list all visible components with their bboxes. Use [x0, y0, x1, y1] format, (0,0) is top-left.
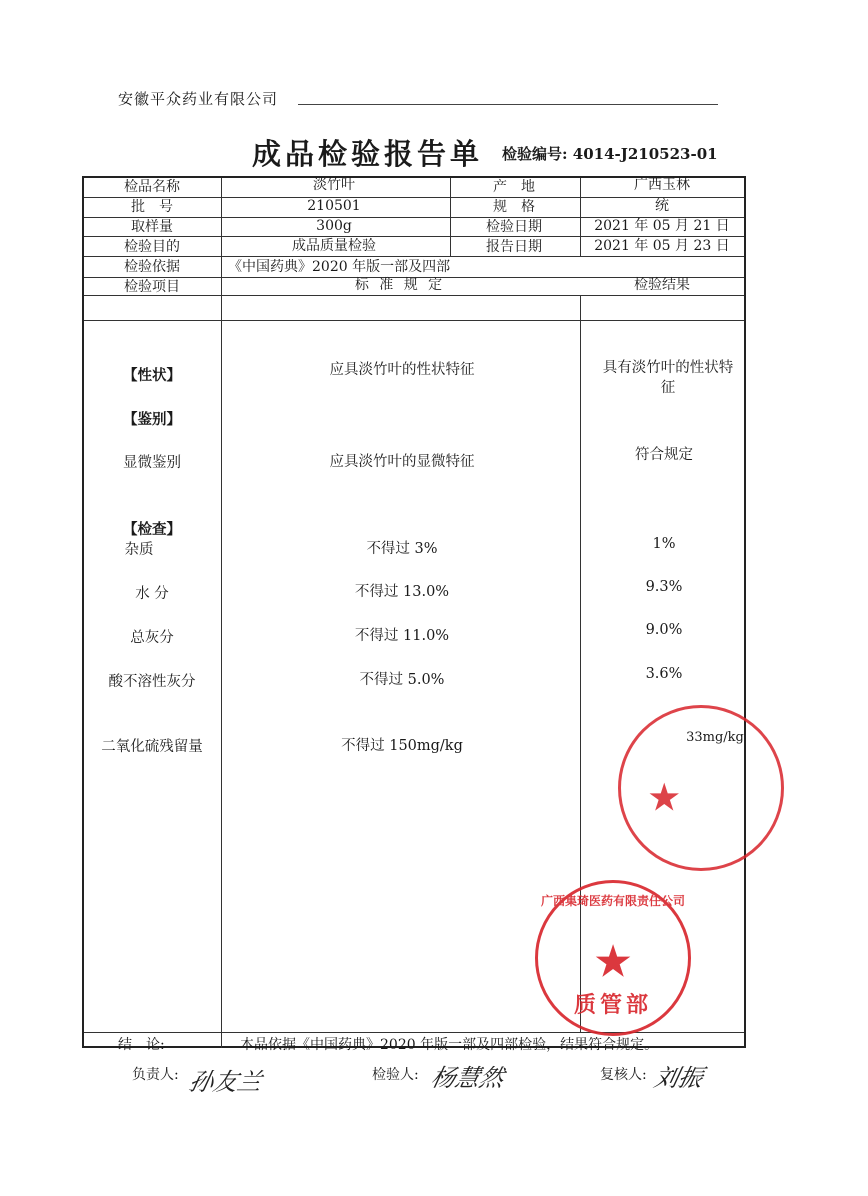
xingzhuang-result: 具有淡竹叶的性状特征 [602, 360, 734, 396]
report-date-label: 报告日期 [486, 239, 542, 255]
so2-result: 33mg/kg [686, 730, 744, 745]
shuifen-standard: 不得过 13.0% [354, 584, 450, 600]
company-name: 安徽平众药业有限公司 [118, 90, 279, 108]
zonghuifen-standard: 不得过 11.0% [354, 628, 450, 644]
conclusion-text: 本品依据《中国药典》2020 年版一部及四部检验，结果符合规定。 [240, 1037, 659, 1053]
company-seal-dept: 质管部 [573, 992, 652, 1018]
xianwei-result: 符合规定 [635, 447, 693, 463]
jianbie-label: 【鉴别】 [123, 411, 181, 428]
page-title: 成品检验报告单 [252, 137, 484, 171]
item-label: 检验项目 [124, 279, 180, 295]
sample-label: 取样量 [131, 219, 173, 235]
responsible-label: 负责人: [132, 1067, 179, 1083]
result-header: 检验结果 [634, 277, 690, 293]
zonghuifen-result: 9.0% [645, 622, 683, 638]
batch-value: 210501 [307, 198, 361, 214]
seal-star-icon: ★ [595, 938, 631, 985]
conclusion-label: 结 论: [118, 1037, 165, 1053]
report-number [502, 143, 718, 164]
xingzhuang-standard: 应具淡竹叶的性状特征 [329, 362, 475, 378]
company-seal-text: 广西集琦医药有限责任公司 [540, 894, 685, 908]
name-label: 检品名称 [124, 179, 180, 195]
batch-label: 批 号 [131, 199, 173, 215]
row-divider [84, 256, 744, 257]
report-number-label: 检验编号: [502, 145, 568, 163]
seal-star-icon: ★ [649, 778, 680, 818]
spec-value: 统 [655, 198, 669, 214]
responsible-signature: 孙友兰 [186, 1068, 265, 1096]
zazhi-standard: 不得过 3% [366, 541, 438, 557]
xianwei-label: 显微鉴别 [123, 455, 181, 471]
row-divider [84, 1032, 744, 1033]
col-divider [221, 178, 222, 1048]
test-date-label: 检验日期 [486, 219, 542, 235]
shuifen-result: 9.3% [645, 579, 683, 595]
standard-header: 标 准 规 定 [354, 277, 446, 293]
so2-standard: 不得过 150mg/kg [341, 738, 463, 754]
basis-label: 检验依据 [124, 259, 180, 275]
suanbu-label: 酸不溶性灰分 [108, 674, 196, 690]
company-seal [535, 880, 691, 1036]
xianwei-standard: 应具淡竹叶的显微特征 [329, 454, 475, 470]
zonghuifen-label: 总灰分 [130, 630, 174, 646]
inspector-signature: 杨慧然 [428, 1064, 507, 1092]
zazhi-label: 杂质 [124, 542, 154, 558]
suanbu-result: 3.6% [645, 666, 683, 682]
sample-value: 300g [316, 218, 352, 234]
row-divider [84, 320, 744, 321]
shuifen-label: 水 分 [135, 586, 169, 602]
zazhi-result: 1% [652, 536, 676, 552]
name-value: 淡竹叶 [313, 177, 355, 193]
purpose-value: 成品质量检验 [292, 238, 376, 254]
basis-value: 《中国药典》2020 年版一部及四部 [228, 259, 451, 275]
test-date-value: 2021 年 05 月 21 日 [594, 218, 730, 234]
origin-label: 产 地 [493, 179, 535, 195]
inspector-label: 检验人: [372, 1067, 419, 1083]
spec-label: 规 格 [493, 199, 535, 215]
jiancha-label: 【检查】 [123, 521, 181, 538]
company-underline [298, 104, 718, 105]
xingzhuang-label: 【性状】 [123, 367, 181, 384]
report-number-value: 4014-J210523-01 [572, 145, 718, 163]
suanbu-standard: 不得过 5.0% [359, 672, 445, 688]
origin-value: 广西玉林 [634, 177, 690, 193]
reviewer-label: 复核人: [600, 1067, 647, 1083]
so2-label: 二氧化硫残留量 [101, 739, 203, 755]
purpose-label: 检验目的 [124, 239, 180, 255]
reviewer-signature: 刘振 [651, 1064, 706, 1092]
report-date-value: 2021 年 05 月 23 日 [594, 238, 730, 254]
